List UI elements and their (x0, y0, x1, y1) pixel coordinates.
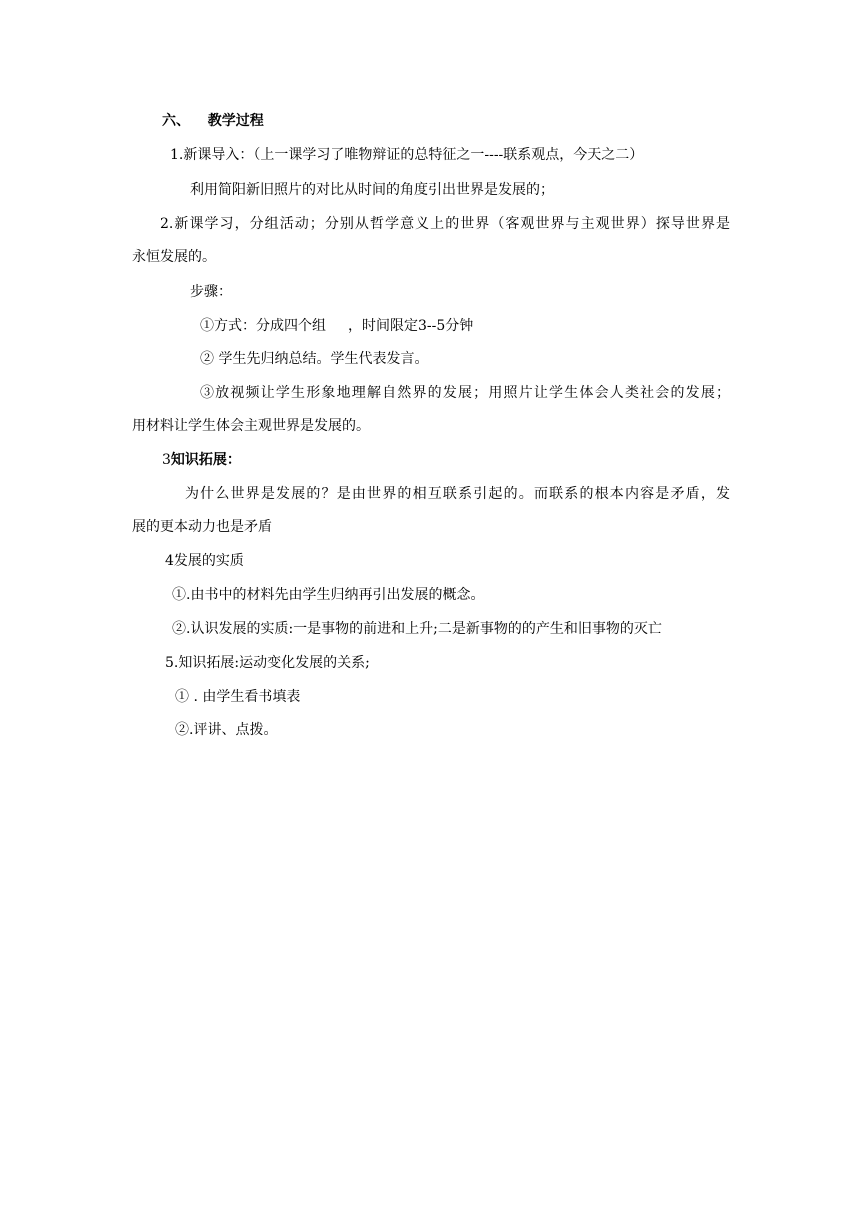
step3-line1: ③放视频让学生形象地理解自然界的发展；用照片让学生体会人类社会的发展； (200, 385, 730, 401)
steps-label: 步骤： (190, 284, 232, 300)
item4-title: 4发展的实质 (165, 553, 244, 569)
section-title: 教学过程 (207, 113, 264, 129)
item3-title: 知识拓展： (170, 452, 241, 468)
section-heading (162, 111, 264, 131)
item4-point2: ②.认识发展的实质:一是事物的前进和上升;二是新事物的的产生和旧事物的灭亡 (172, 621, 662, 637)
item5-point1: ① . 由学生看书填表 (175, 689, 301, 705)
step1-time: ，时间限定3--5分钟 (348, 318, 474, 334)
item4-point1: ①.由书中的材料先由学生归纳再引出发展的概念。 (172, 587, 485, 603)
item3-text-line2: 展的更本动力也是矛盾 (132, 519, 272, 535)
item5-point2: ②.评讲、点拨。 (175, 722, 278, 738)
section-number: 六、 (162, 113, 190, 129)
item3-number: 3 (162, 452, 171, 468)
item1-label: 1.新课导入：（上一课学习了唯物辩证的总特征之一----联系观点，今天之二） (170, 147, 644, 163)
step3-line2: 用材料让学生体会主观世界是发展的。 (132, 418, 370, 434)
item2-line1: 2.新课学习，分组活动；分别从哲学意义上的世界（客观世界与主观世界）探导世界是 (160, 216, 730, 232)
step1-method: ①方式：分成四个组 (200, 318, 326, 334)
item3-heading (162, 450, 241, 470)
item3-text-line1: 为什么世界是发展的？是由世界的相互联系引起的。而联系的根本内容是矛盾，发 (185, 486, 730, 502)
item5-title: 5.知识拓展:运动变化发展的关系; (165, 655, 370, 671)
step1 (200, 316, 473, 336)
item1-detail: 利用简阳新旧照片的对比从时间的角度引出世界是发展的； (190, 182, 554, 198)
item2-line2: 永恒发展的。 (132, 249, 216, 265)
step2: ② 学生先归纳总结。学生代表发言。 (200, 351, 429, 367)
